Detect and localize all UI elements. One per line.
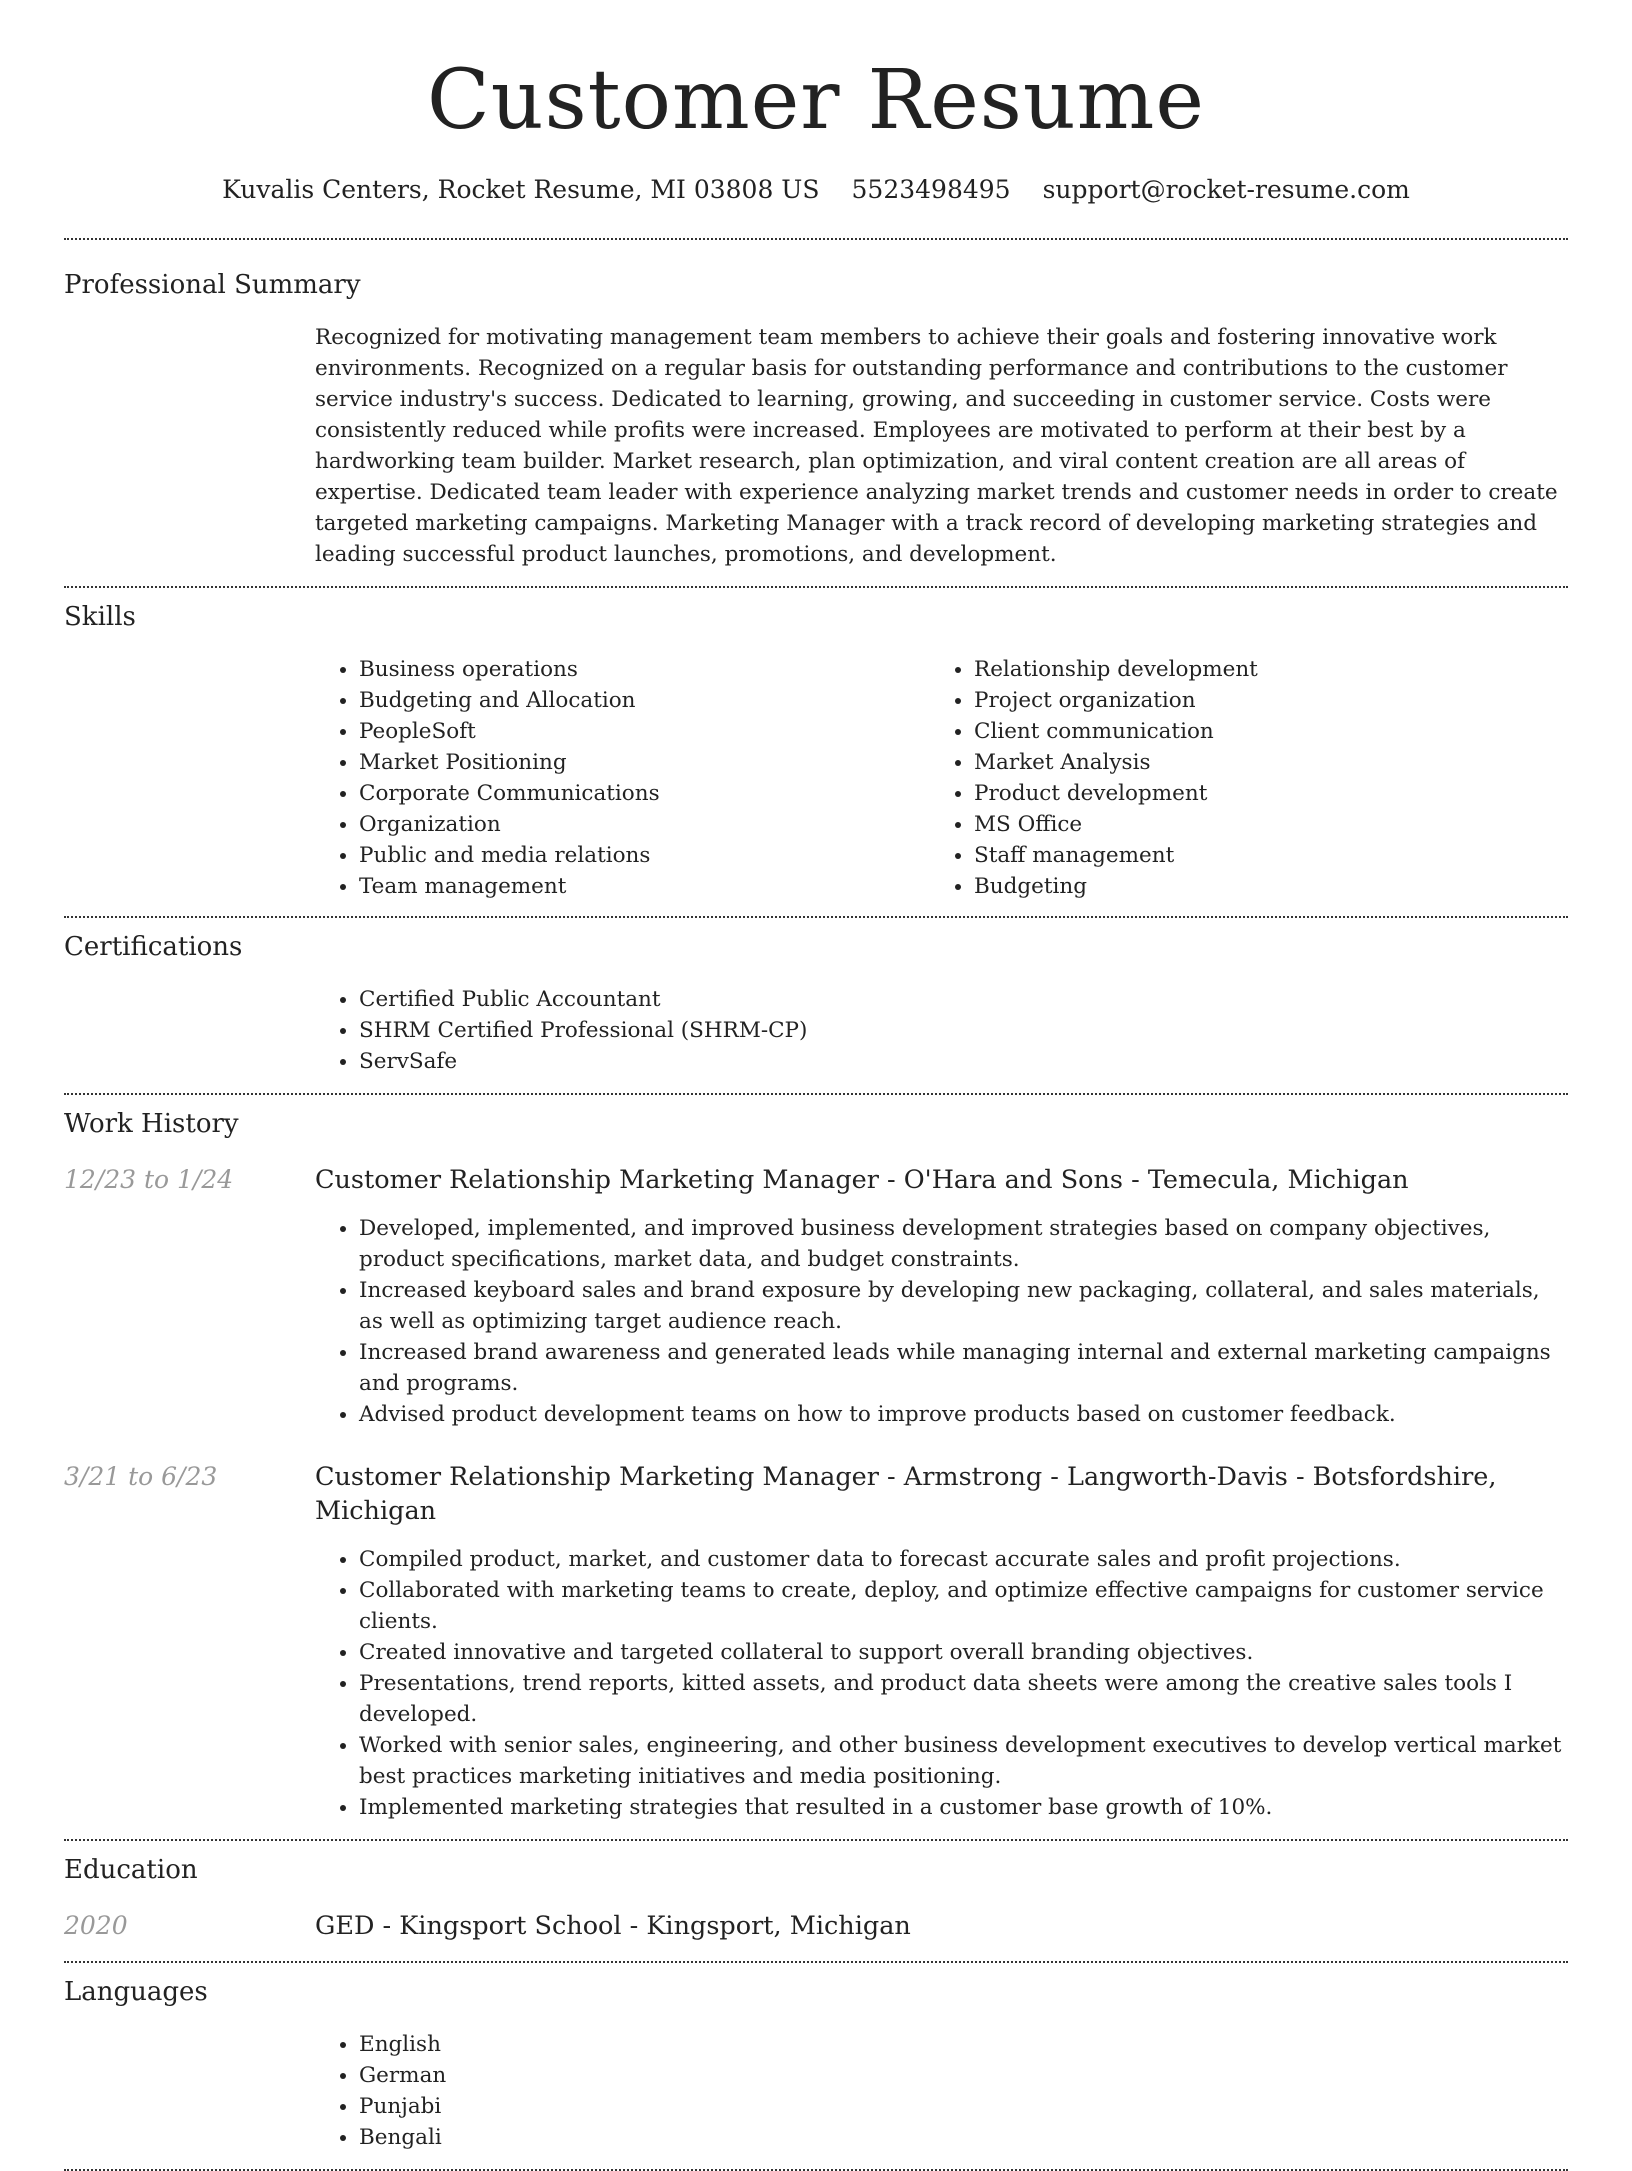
education-title: GED - Kingsport School - Kingsport, Michigan <box>315 1911 911 1941</box>
job-bullet: • Implemented marketing strategies that resulted in a customer base growth of 10%. <box>359 1792 1568 1823</box>
education-section <box>64 1841 1568 1961</box>
certification-item: • ServSafe <box>359 1046 1568 1077</box>
language-item: • Punjabi <box>359 2091 1568 2122</box>
skill-item: • MS Office <box>974 809 1545 840</box>
skill-item: • Market Analysis <box>974 747 1545 778</box>
skill-item: • Budgeting <box>974 871 1545 902</box>
certifications-section <box>64 918 1568 1093</box>
job-content <box>315 1213 1568 1430</box>
languages-section <box>64 1963 1568 2169</box>
certifications-list <box>315 984 1568 1077</box>
skill-item: • PeopleSoft <box>359 716 930 747</box>
job-content <box>315 1544 1568 1823</box>
skills-heading: Skills <box>64 602 136 632</box>
languages-content <box>315 2029 1568 2153</box>
skill-item: • Product development <box>974 778 1545 809</box>
job-bullet: • Increased brand awareness and generated leads while managing internal and external marketing campaigns and programs. <box>359 1337 1568 1399</box>
summary-section <box>64 240 1568 586</box>
work-history-section <box>64 1095 1568 1839</box>
job-bullets <box>315 1213 1568 1430</box>
skill-item: • Organization <box>359 809 930 840</box>
contact-address: Kuvalis Centers, Rocket Resume, MI 03808 US <box>222 175 820 204</box>
language-item: • English <box>359 2029 1568 2060</box>
skills-grid <box>315 654 1568 902</box>
contact-line <box>64 174 1568 206</box>
job-bullet: • Created innovative and targeted collateral to support overall branding objectives. <box>359 1637 1568 1668</box>
job-bullet: • Worked with senior sales, engineering, and other business development executives to develop vertical market best practices marketing initiatives and media positioning. <box>359 1730 1568 1792</box>
job-bullet: • Advised product development teams on how to improve products based on customer feedback. <box>359 1399 1568 1430</box>
skills-section <box>64 588 1568 916</box>
skill-item: • Staff management <box>974 840 1545 871</box>
summary-content <box>315 322 1568 570</box>
job-bullet: • Developed, implemented, and improved business development strategies based on company objectives, product specifications, market data, and budget constraints. <box>359 1213 1568 1275</box>
job-title: Customer Relationship Marketing Manager - Armstrong - Langworth-Davis - Botsfordshire, Michigan <box>315 1462 1497 1526</box>
job-entry <box>64 1163 1568 1430</box>
education-date: 2020 <box>64 1911 128 1940</box>
job-bullet: • Presentations, trend reports, kitted assets, and product data sheets were among the creative sales tools I developed. <box>359 1668 1568 1730</box>
summary-text: Recognized for motivating management team members to achieve their goals and fostering innovative work environments. Recognized on a regular basis for outstanding performance and contributions to the customer service industry's success. Dedicated to learning, growing, and succeeding in customer service. Costs were consistently reduced while profits were increased. Employees are motivated to perform at their best by a hardworking team builder. Market research, plan optimization, and viral content creation are all areas of expertise. Dedicated team leader with experience analyzing market trends and customer needs in order to create targeted marketing campaigns. Marketing Manager with a track record of developing marketing strategies and leading successful product launches, promotions, and development. <box>315 325 1558 567</box>
skill-item: • Budgeting and Allocation <box>359 685 930 716</box>
skills-list-right <box>930 654 1545 902</box>
skill-item: • Market Positioning <box>359 747 930 778</box>
summary-heading: Professional Summary <box>64 270 361 300</box>
job-bullet: • Increased keyboard sales and brand exposure by developing new packaging, collateral, and sales materials, as well as optimizing target audience reach. <box>359 1275 1568 1337</box>
job-bullets <box>315 1544 1568 1823</box>
job-bullet: • Compiled product, market, and customer data to forecast accurate sales and profit projections. <box>359 1544 1568 1575</box>
languages-list <box>315 2029 1568 2153</box>
certifications-heading: Certifications <box>64 932 243 962</box>
job-header <box>64 1163 1568 1197</box>
education-heading: Education <box>64 1855 198 1885</box>
job-bullet: • Collaborated with marketing teams to create, deploy, and optimize effective campaigns for customer service clients. <box>359 1575 1568 1637</box>
work-history-heading: Work History <box>64 1109 239 1139</box>
skills-list-left <box>315 654 930 902</box>
skill-item: • Business operations <box>359 654 930 685</box>
job-date: 3/21 to 6/23 <box>64 1462 218 1491</box>
languages-heading: Languages <box>64 1977 208 2007</box>
certification-item: • Certified Public Accountant <box>359 984 1568 1015</box>
job-date: 12/23 to 1/24 <box>64 1165 234 1194</box>
skill-item: • Client communication <box>974 716 1545 747</box>
skill-item: • Relationship development <box>974 654 1545 685</box>
skill-item: • Public and media relations <box>359 840 930 871</box>
certification-item: • SHRM Certified Professional (SHRM-CP) <box>359 1015 1568 1046</box>
skill-item: • Corporate Communications <box>359 778 930 809</box>
education-entry <box>64 1909 1568 1943</box>
contact-email: support@rocket-resume.com <box>1042 175 1410 204</box>
job-entry <box>64 1460 1568 1823</box>
certifications-content <box>315 984 1568 1077</box>
language-item: • Bengali <box>359 2122 1568 2153</box>
contact-phone: 5523498495 <box>851 175 1011 204</box>
job-title: Customer Relationship Marketing Manager - O'Hara and Sons - Temecula, Michigan <box>315 1165 1409 1195</box>
skill-item: • Team management <box>359 871 930 902</box>
resume-title: Customer Resume <box>427 53 1205 148</box>
skill-item: • Project organization <box>974 685 1545 716</box>
language-item: • German <box>359 2060 1568 2091</box>
job-header <box>64 1460 1568 1528</box>
